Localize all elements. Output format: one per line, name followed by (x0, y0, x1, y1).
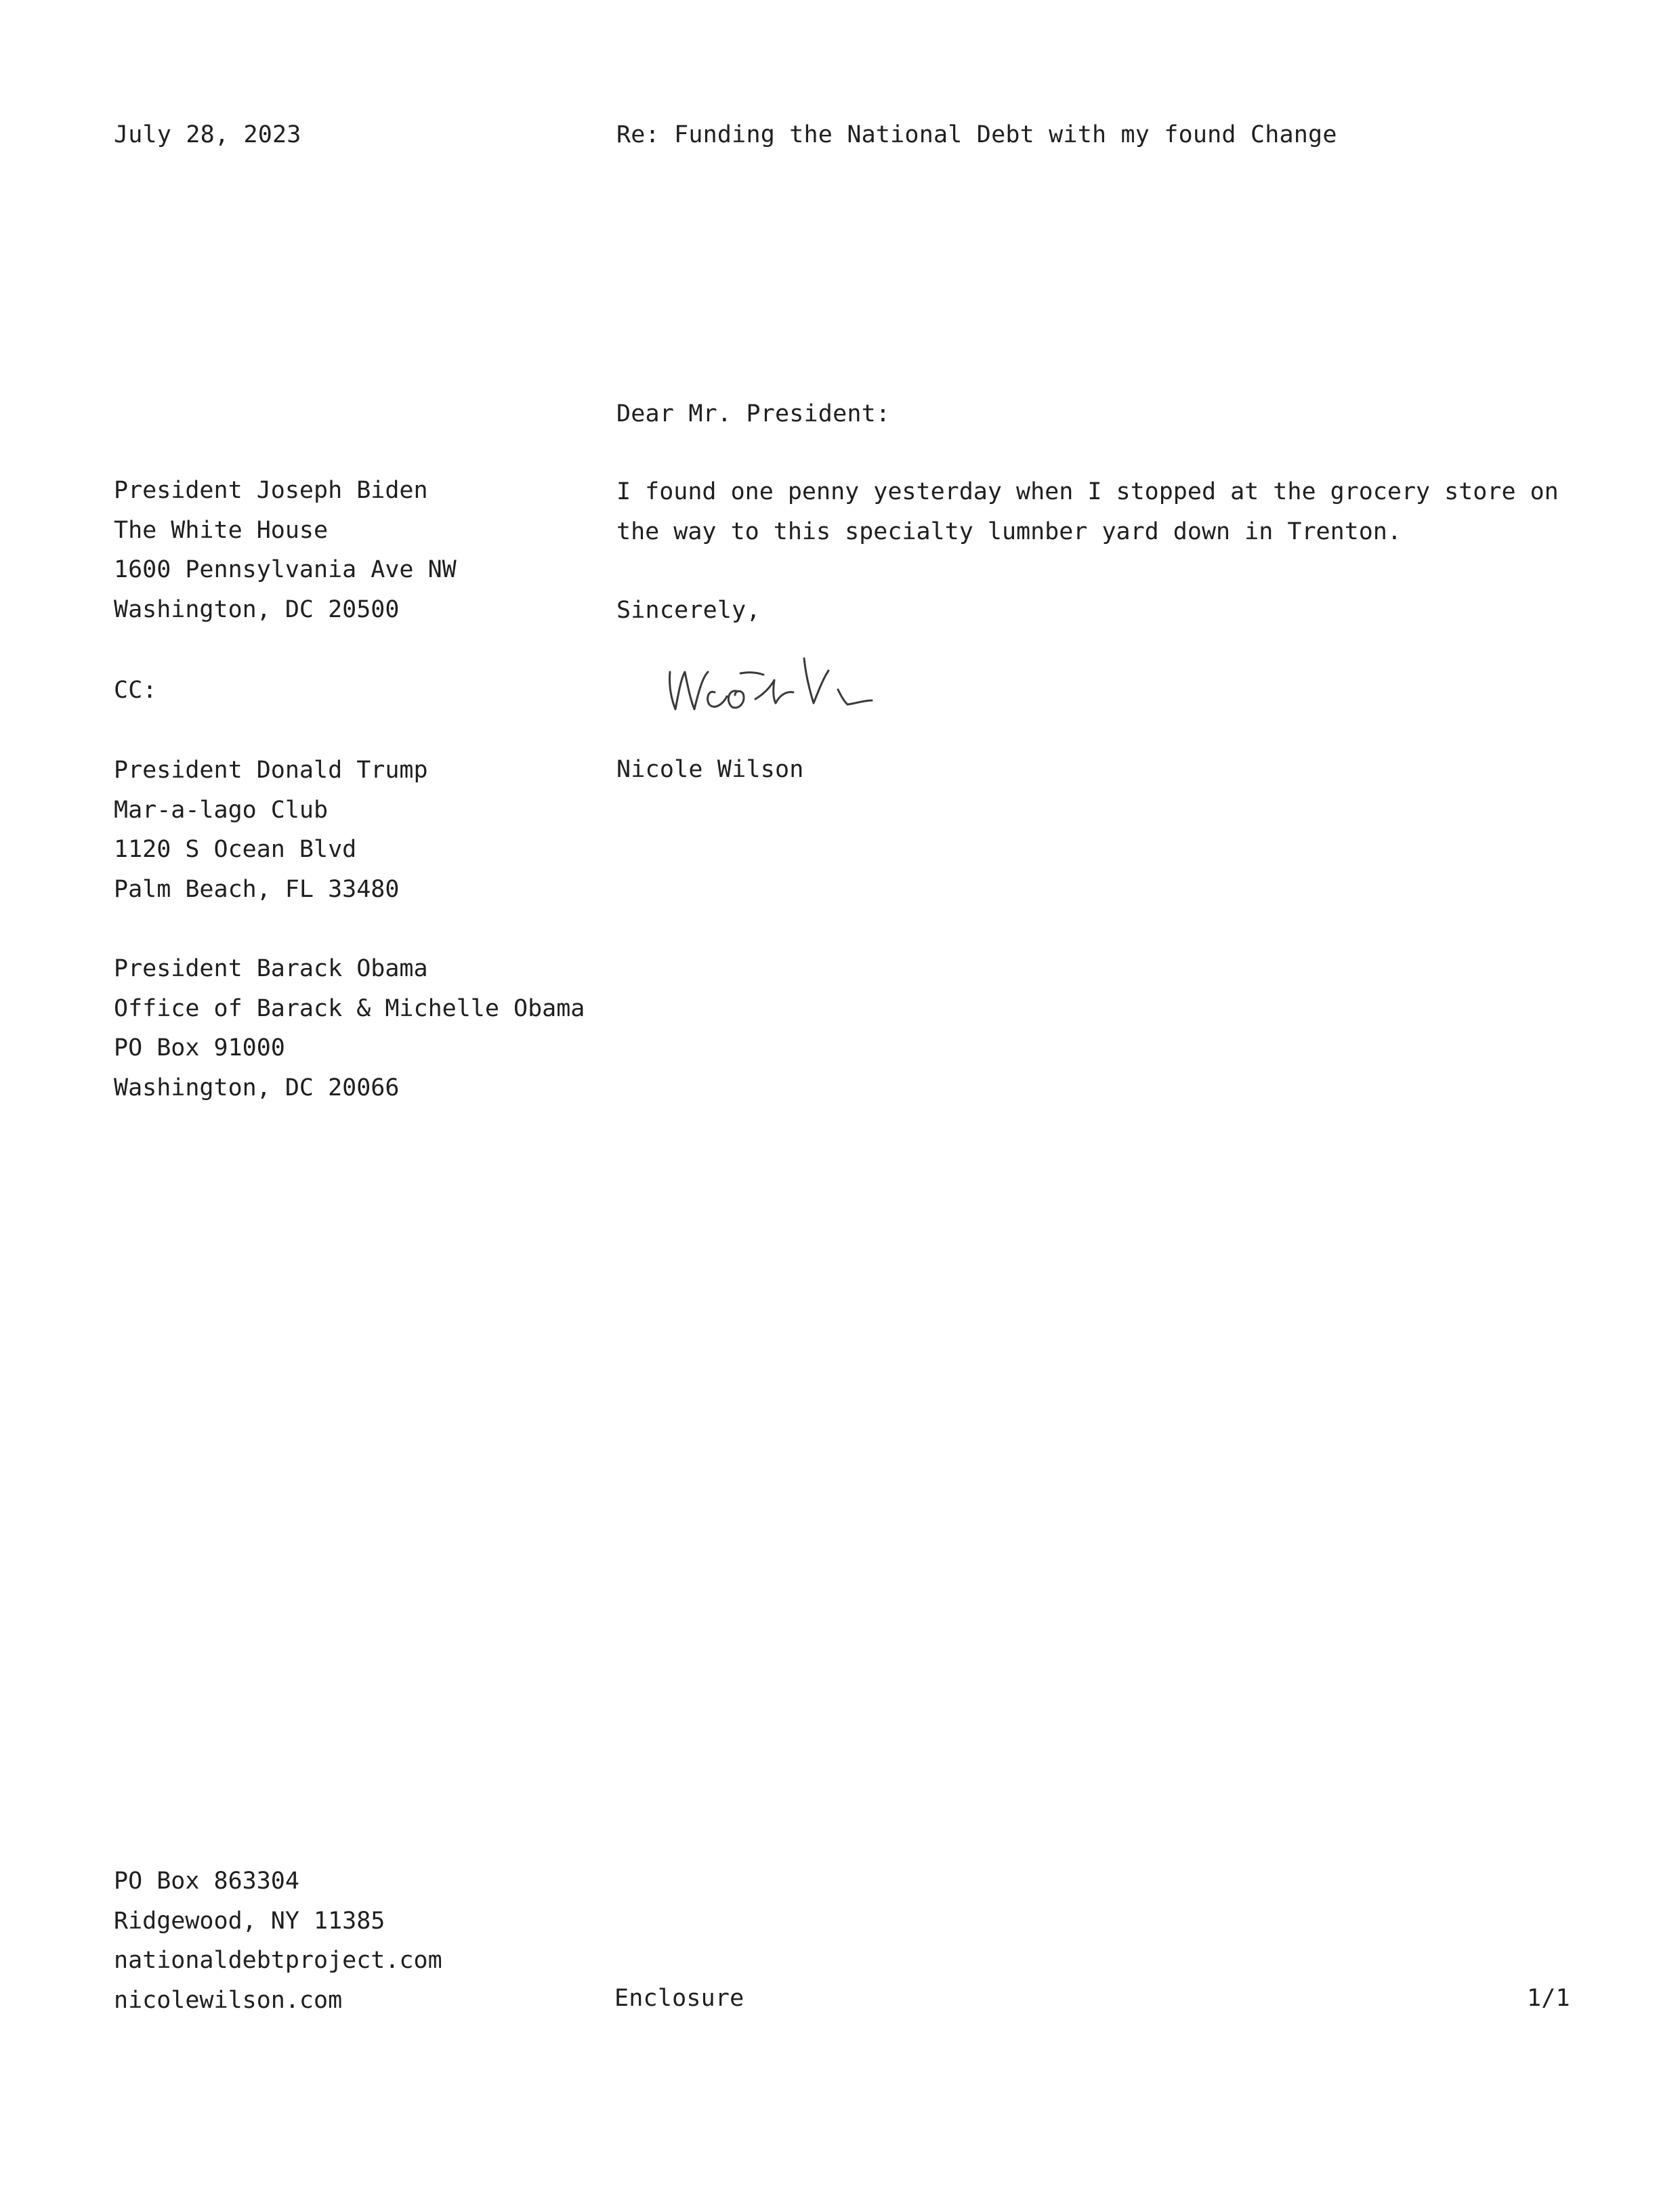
cc-address-2 (114, 949, 585, 1108)
recipient-line: Washington, DC 20500 (114, 595, 400, 623)
letter-date: July 28, 2023 (114, 121, 301, 148)
recipient-line: The White House (114, 516, 329, 544)
cc-address-1 (114, 751, 428, 909)
sender-website: nicolewilson.com (114, 1986, 343, 2014)
closing: Sincerely, (616, 597, 761, 624)
page-number: 1/1 (1527, 1985, 1570, 2012)
cc-label: CC: (114, 677, 157, 704)
recipient-line: 1600 Pennsylvania Ave NW (114, 556, 457, 583)
salutation: Dear Mr. President: (616, 400, 891, 427)
recipient-address (114, 471, 457, 629)
recipient-name: President Joseph Biden (114, 477, 428, 504)
cc-line: 1120 S Ocean Blvd (114, 836, 357, 863)
cc-line: Palm Beach, FL 33480 (114, 875, 400, 903)
signer-name: Nicole Wilson (616, 756, 804, 783)
sender-address (114, 1861, 442, 2020)
letter-subject: Re: Funding the National Debt with my found Change (616, 121, 1337, 148)
cc-line: Washington, DC 20066 (114, 1074, 400, 1101)
cc-name: President Barack Obama (114, 955, 428, 982)
cc-line: PO Box 91000 (114, 1034, 285, 1061)
body-line: the way to this specialty lumnber yard down in Trenton. (616, 518, 1402, 545)
enclosure-note: Enclosure (614, 1985, 744, 2012)
sender-line: Ridgewood, NY 11385 (114, 1907, 385, 1935)
cc-line: Office of Barack & Michelle Obama (114, 994, 585, 1022)
cc-name: President Donald Trump (114, 757, 428, 784)
body-line: I found one penny yesterday when I stopped at the grocery store on (616, 478, 1559, 505)
cc-line: Mar-a-lago Club (114, 796, 329, 824)
sender-website: nationaldebtproject.com (114, 1947, 442, 1974)
letter-body (616, 472, 1559, 551)
sender-line: PO Box 863304 (114, 1868, 299, 1895)
handwritten-signature (660, 625, 1013, 726)
